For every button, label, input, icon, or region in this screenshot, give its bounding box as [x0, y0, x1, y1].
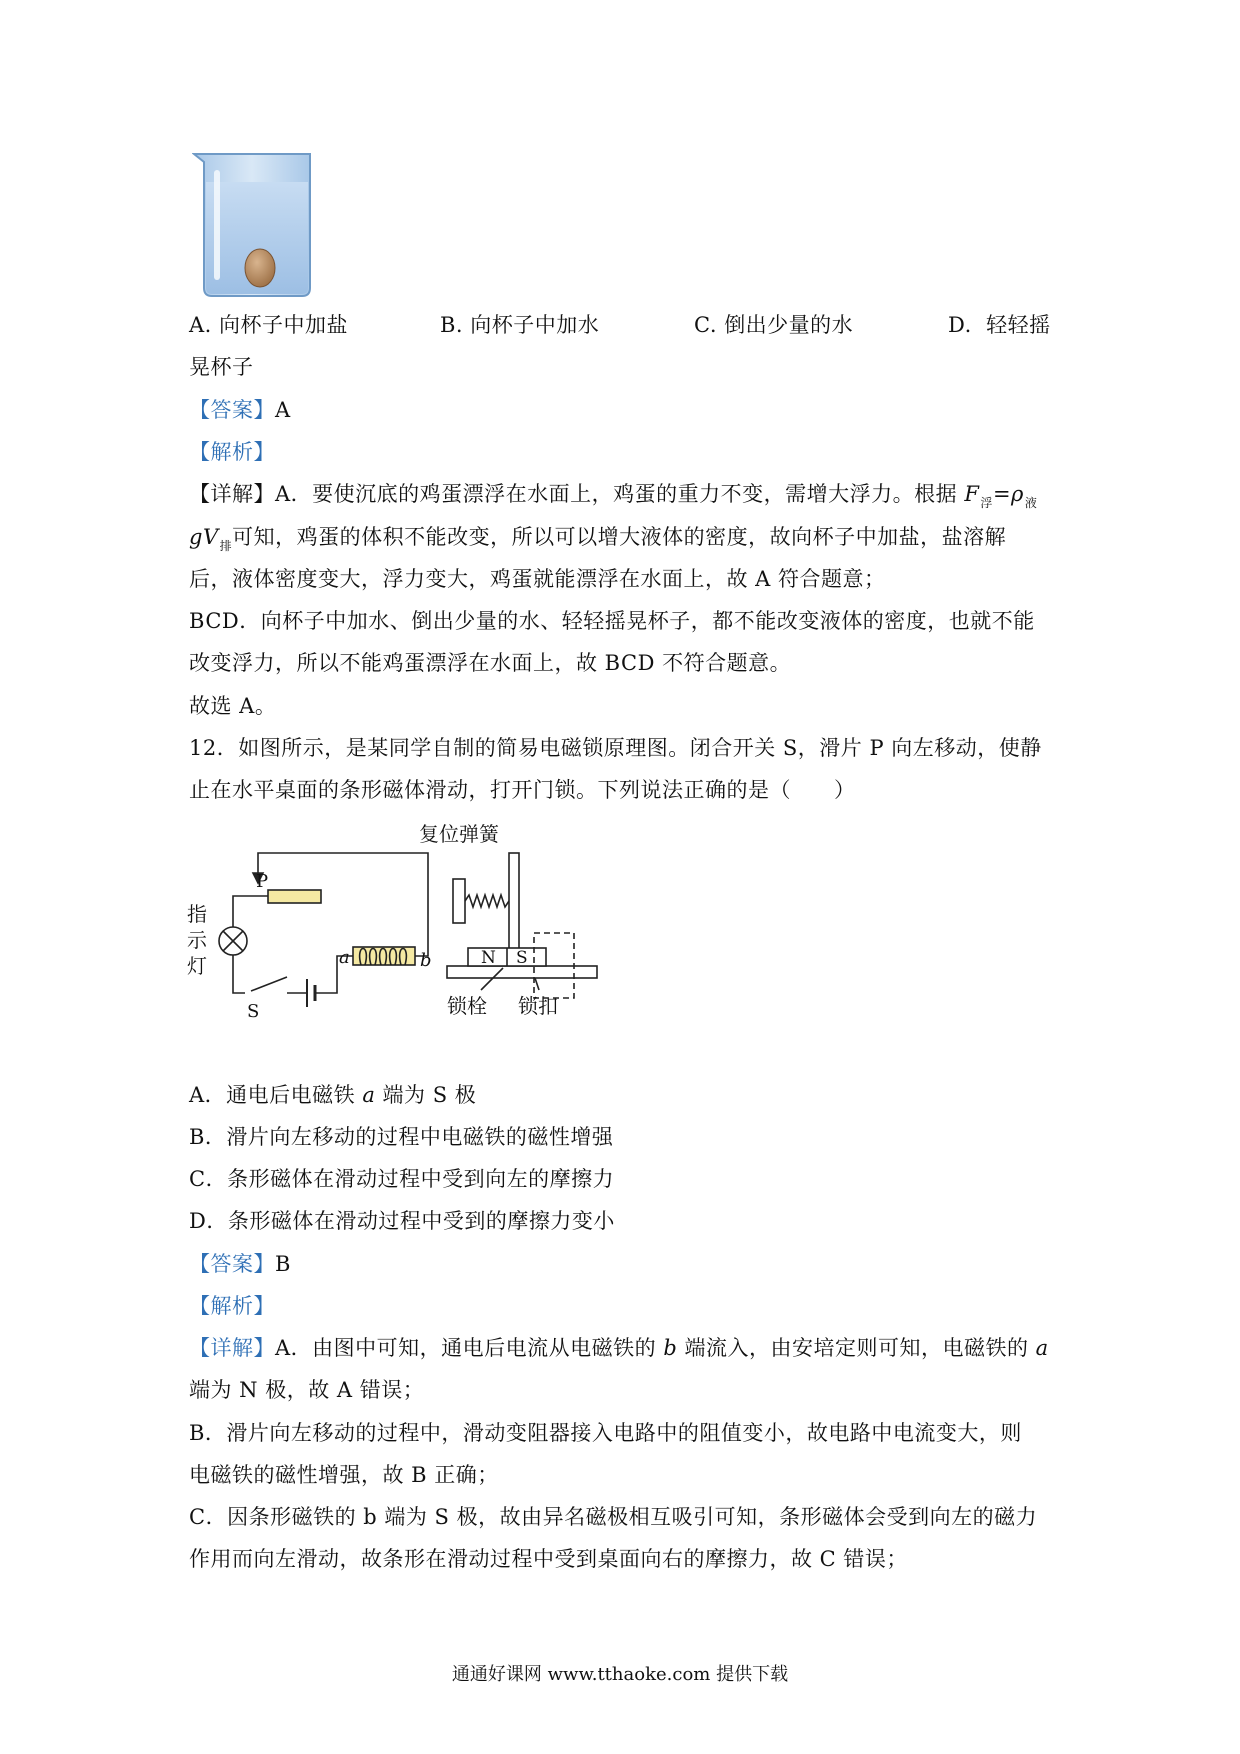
q11-conclusion: 故选 A。	[189, 694, 277, 718]
q11-detail-line-4: BCD．向杯子中加水、倒出少量的水、轻轻摇晃杯子，都不能改变液体的密度，也就不能	[189, 609, 1035, 633]
q12-option-b: B．滑片向左移动的过程中电磁铁的磁性增强	[189, 1125, 614, 1149]
q11-detail-line-2: $gV_排$可知，鸡蛋的体积不能改变，所以可以增大液体的密度，故向杯子中加盐，盐溶解	[189, 525, 1007, 553]
q11-detail-line-5: 改变浮力，所以不能鸡蛋漂浮在水面上，故 BCD 不符合题意。	[189, 651, 792, 675]
q11-analysis-tag: 【解析】	[189, 440, 275, 464]
label-a: a	[339, 947, 350, 968]
q12-analysis-tag: 【解析】	[189, 1294, 275, 1318]
label-s-pole: S	[516, 948, 528, 968]
electromagnetic-lock-figure	[185, 815, 625, 1030]
q12-answer: 【答案】B	[189, 1252, 291, 1276]
label-switch-s: S	[247, 1001, 260, 1022]
label-spring: 复位弹簧	[419, 822, 499, 846]
q12-option-c: C．条形磁体在滑动过程中受到向左的摩擦力	[189, 1167, 615, 1191]
q12-option-d: D．条形磁体在滑动过程中受到的摩擦力变小	[189, 1209, 615, 1233]
beaker-egg-figure	[192, 150, 324, 300]
label-lamp-2: 示	[187, 928, 207, 952]
egg	[245, 249, 275, 287]
q11-option-d: D. 轻轻摇	[948, 313, 1051, 337]
label-b: b	[420, 950, 432, 971]
label-catch: 锁扣	[518, 994, 558, 1018]
q11-option-c: C. 倒出少量的水	[694, 313, 854, 337]
q12-option-a: A．通电后电磁铁 a 端为 S 极	[189, 1083, 477, 1107]
label-n: N	[481, 948, 496, 968]
q11-detail-line-3: 后，液体密度变大，浮力变大，鸡蛋就能漂浮在水面上，故 A 符合题意；	[189, 567, 886, 591]
q11-answer: 【答案】A	[189, 398, 291, 422]
q12-detail-line-3: B．滑片向左移动的过程中，滑动变阻器接入电路中的阻值变小，故电路中电流变大，则	[189, 1421, 1022, 1445]
q12-detail-line-6: 作用而向左滑动，故条形在滑动过程中受到桌面向右的摩擦力，故 C 错误；	[189, 1547, 908, 1571]
page-footer: 通通好课网 www.tthaoke.com 提供下载	[451, 1664, 789, 1685]
q12-detail-line-1: 【详解】A．由图中可知，通电后电流从电磁铁的 b 端流入，由安培定则可知，电磁铁的 a	[189, 1336, 1049, 1360]
q12-stem-line-2: 止在水平桌面的条形磁体滑动，打开门锁。下列说法正确的是（ ）	[189, 778, 856, 802]
label-lamp-3: 灯	[187, 954, 207, 978]
label-p: P	[256, 871, 269, 892]
q11-detail-line-1: 【详解】A．要使沉底的鸡蛋漂浮在水面上，鸡蛋的重力不变，需增大浮力。根据 $F_浮=\rho_液$	[189, 482, 1038, 510]
q11-option-d-wrap: 晃杯子	[189, 355, 254, 379]
q12-detail-line-4: 电磁铁的磁性增强，故 B 正确；	[189, 1463, 499, 1487]
label-lamp-1: 指	[187, 902, 207, 926]
q12-detail-line-5: C．因条形磁铁的 b 端为 S 极，故由异名磁极相互吸引可知，条形磁体会受到向左的磁力	[189, 1505, 1038, 1529]
q12-detail-line-2: 端为 N 极，故 A 错误；	[189, 1378, 425, 1402]
q11-option-a: A. 向杯子中加盐	[189, 313, 349, 337]
label-bolt: 锁栓	[447, 994, 487, 1018]
q11-option-b: B. 向杯子中加水	[440, 313, 600, 337]
q12-stem-line-1: 12．如图所示，是某同学自制的简易电磁锁原理图。闭合开关 S，滑片 P 向左移动，使静	[189, 736, 1042, 760]
